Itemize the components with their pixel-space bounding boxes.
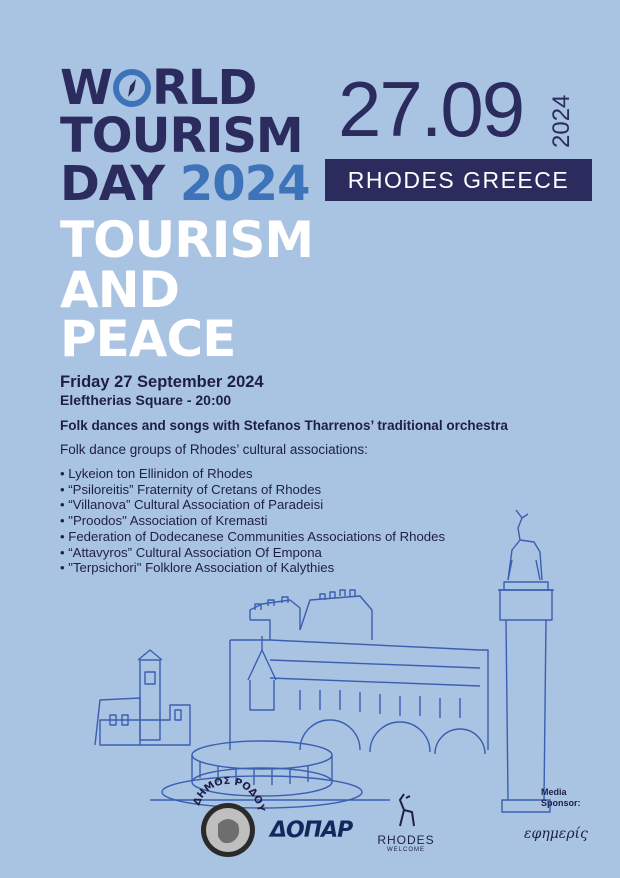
media-label-line2: Sponsor: [541, 798, 581, 808]
theme-line1: TOURISM [60, 211, 314, 269]
title-tourism: TOURISM [60, 108, 303, 164]
compass-icon [113, 67, 151, 105]
deer-icon [394, 792, 418, 828]
theme-line2: AND [60, 261, 180, 319]
dopar-logo: ΔΟΠΑΡ [270, 818, 353, 843]
theme-line3: PEACE [60, 310, 236, 368]
event-year-text: 2024 [548, 94, 575, 148]
municipality-logo [188, 772, 268, 860]
list-item: • Lykeion ton Ellinidon of Rhodes [60, 466, 253, 481]
title-year: 2024 [179, 156, 310, 212]
rhodes-logo-text: RHODES [377, 833, 435, 847]
groups-intro: Folk dance groups of Rhodes’ cultural associations: [60, 442, 368, 457]
list-item: • Federation of Dodecanese Communities Associations of Rhodes [60, 528, 446, 544]
title-day-2024 [60, 156, 310, 212]
title-world [60, 60, 257, 116]
event-day: Friday 27 September 2024 [60, 373, 264, 391]
list-item: • “Villanova” Cultural Association of Paradeisi [60, 497, 324, 513]
title-rld: RLD [151, 60, 257, 116]
municipality-arc-text: ΔΗΜΟΣ ΡΟΔΟΥ [191, 775, 267, 813]
welcome-text: WELCOME [386, 847, 425, 853]
list-item: • "Terpsichori" Folklore Association of Kalythies [60, 560, 335, 576]
list-item: • “Attavyros” Cultural Association Of Empona [60, 544, 322, 560]
location-banner: RHODES GREECE [325, 159, 592, 201]
event-date: 27.09 [338, 65, 524, 153]
title-w: W [60, 60, 112, 116]
rhodes-sketch-illustration [0, 500, 620, 820]
event-year-vertical [548, 78, 576, 148]
media-label-line1: Media [541, 787, 567, 797]
title-day: DAY [60, 156, 180, 212]
deer-statue-sketch [498, 510, 554, 812]
rhodes-welcome-logo [376, 792, 436, 862]
event-place-time: Eleftherias Square - 20:00 [60, 392, 232, 408]
media-sponsor-label [541, 787, 581, 809]
list-item: • "Proodos" Association of Kremasti [60, 513, 268, 529]
list-item: • “Psiloreitis” Fraternity of Cretans of Rhodes [60, 481, 322, 497]
event-description: Folk dances and songs with Stefanos Tharrenos’ traditional orchestra [60, 418, 508, 433]
media-sponsor-logo: εφημερίς [524, 826, 588, 842]
